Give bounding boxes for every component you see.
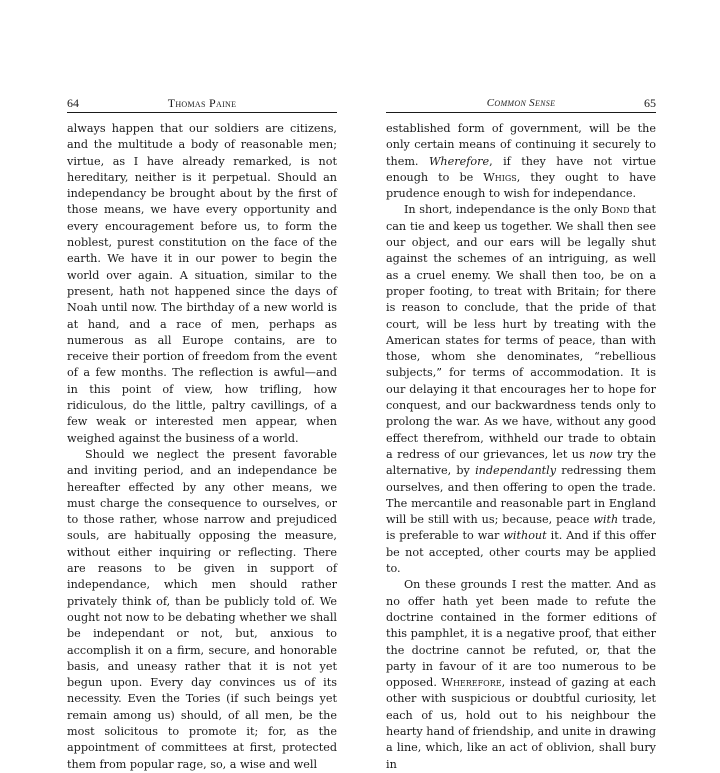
paragraph	[386, 577, 656, 773]
emphasis: with	[593, 513, 619, 527]
text-run: , they ought to have prudence enough to wish for independance.	[386, 170, 656, 201]
right-page	[386, 96, 656, 773]
small-caps: Whigs	[483, 170, 517, 184]
paragraph	[386, 121, 656, 202]
left-page-header	[67, 96, 337, 113]
text-run: that can tie and keep us together. We shall then see our object, and our ears will be legally shut against the schemes of an intriguing, as well as a cruel enemy. We shall then too, be on a proper footing, to treat with Britain; for there is reason to conclude, that the pride of that court, will be less hurt by treating with the American states for terms of peace, than with those, whom she denominates, “rebellious subjects,” for terms of accommodation. It is our delaying it that encourages her to hope for conquest, and our backwardness tends only to prolong the war. As we have, without any good effect therefrom, withheld our trade to obtain a redress of our grievances, let us	[386, 203, 656, 461]
text-run: trade, is preferable to war	[386, 513, 656, 543]
right-page-header	[386, 96, 656, 113]
text-run: , if they have not virtue enough to be	[386, 154, 656, 184]
small-caps: Bond	[601, 203, 630, 217]
left-page	[67, 96, 337, 773]
paragraph: always happen that our soldiers are citizens, and the multitude a body of reasonable men; virtue, as I have already remarked, is not hereditary, neither is it perpetual. Should an independancy be brought about by the first of those means, we have every opportunity and every encouragement before us, to form the noblest, purest constitution on the face of the earth. We have it in our power to begin the world over again. A situation, similar to the present, hath not happened since the days of Noah until now. The birthday of a new world is at hand, and a race of men, perhaps as numerous as all Europe contains, are to receive their portion of freedom from the event of a few months. The reflection is awful—and in this point of view, how trifling, how ridiculous, do the little, paltry cavillings, of a few weak or interested men appear, when weighed against the business of a world.	[67, 122, 337, 445]
paragraph	[386, 202, 656, 577]
text-run: established form of government, will be the only certain means of continuing it securely to them.	[386, 122, 656, 168]
text-run: it. And if this offer be not accepted, other courts may be applied to.	[386, 529, 657, 576]
text-run: redressing them ourselves, and then offering to open the trade. The mercantile and reasonable part in England will be still with us; because, peace	[386, 464, 656, 527]
emphasis: without	[503, 529, 547, 543]
page-number: 65	[644, 96, 656, 110]
left-page-body	[67, 121, 337, 773]
running-head: Common Sense	[486, 97, 556, 109]
paragraph: Should we neglect the present favorable and inviting period, and an independance be hereafter effected by any other means, we must charge the consequence to ourselves, or to those rather, whose narrow and prejudiced souls, are habitually opposing the measure, without either inquiring or reflecting. There are reasons to be given in support of independance, which men should rather privately think of, than be publicly told of. We ought not now to be debating whether we shall be independant or not, but, anxious to accomplish it on a firm, secure, and honorable basis, and uneasy rather that it is not yet begun upon. Every day convinces us of its necessity. Even the Tories (if such beings yet remain among us) should, of all men, be the most solicitous to promote it; for, as the appointment of committees at first, protected them from popular rage, so, a wise and well	[67, 447, 337, 771]
text-run: try the alternative, by	[386, 447, 656, 478]
emphasis: now	[589, 447, 613, 461]
emphasis: Wherefore	[428, 154, 490, 168]
text-run: , instead of gazing at each other with suspicious or doubtful curiosity, let each of us, hold out to his neighbour the hearty hand of friendship, and unite in drawing a line, which, like an act of oblivion, shall bury in	[386, 676, 656, 771]
small-caps: Wherefore	[441, 676, 502, 690]
page-number: 64	[67, 96, 79, 110]
text-run: On these grounds I rest the matter. And as no offer hath yet been made to refute the doctrine contained in the former editions of this pamphlet, it is a negative proof, that either the doctrine cannot be refuted, or, that the party in favour of it are too numerous to be opposed.	[386, 578, 656, 690]
running-head: Thomas Paine	[167, 96, 237, 110]
emphasis: independantly	[475, 464, 557, 478]
text-run: In short, independance is the only	[404, 203, 602, 217]
right-page-body	[386, 121, 656, 773]
